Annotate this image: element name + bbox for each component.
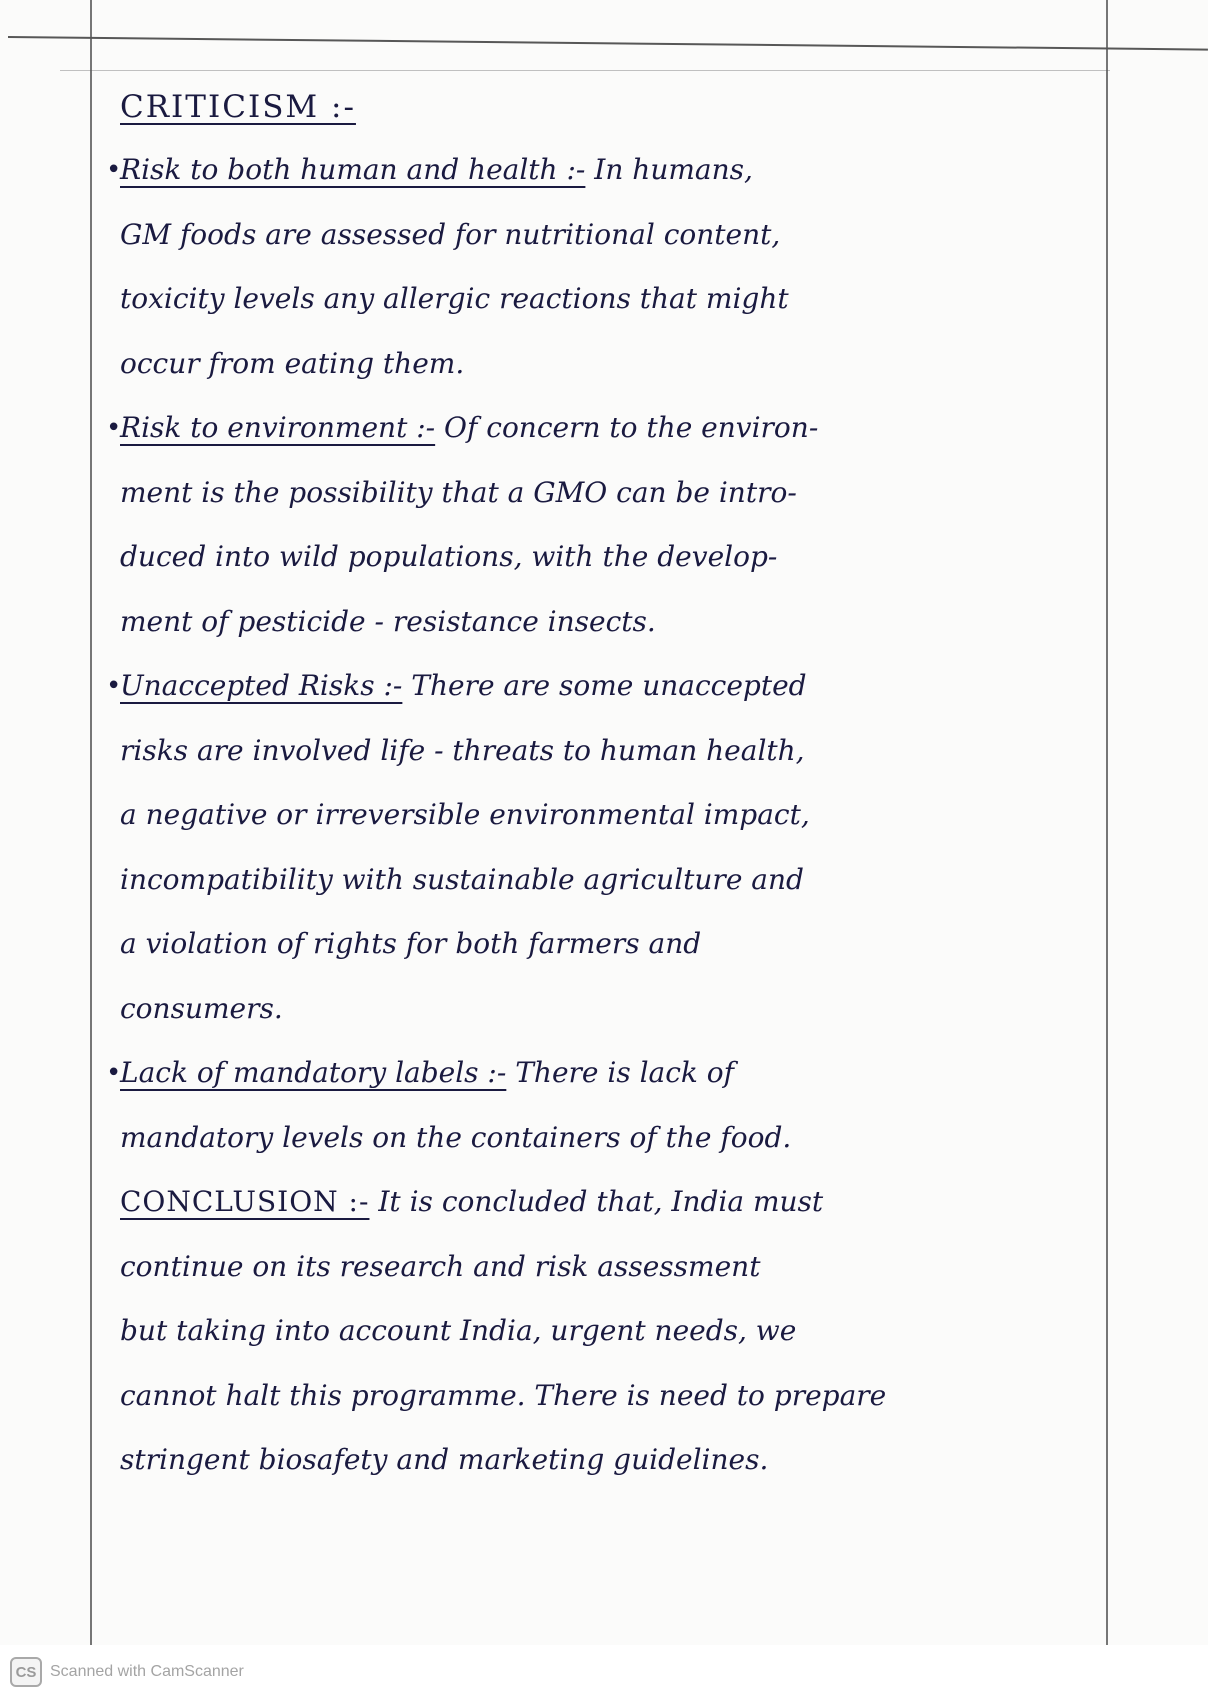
conclusion-first-line — [120, 1170, 1095, 1235]
point-text: In humans, — [594, 153, 753, 186]
conclusion-line: stringent biosafety and marketing guidelines. — [120, 1443, 769, 1476]
point-line: a violation of rights for both farmers and — [120, 927, 702, 960]
point-text: Of concern to the environ- — [444, 411, 819, 444]
criticism-point-environment — [106, 396, 1095, 654]
point-first-line — [120, 138, 1095, 203]
point-line: incompatibility with sustainable agriculture and — [120, 862, 804, 896]
bullet-icon: • — [106, 413, 122, 443]
bullet-icon: • — [106, 671, 122, 701]
conclusion-line: cannot halt this programme. There is need to prepare — [120, 1378, 887, 1412]
camscanner-watermark — [10, 1655, 244, 1689]
point-title: Unaccepted Risks :- — [120, 669, 403, 702]
point-title: Lack of mandatory labels :- — [120, 1056, 507, 1089]
point-line: consumers. — [120, 991, 283, 1025]
point-line: a negative or irreversible environmental impact, — [120, 798, 810, 831]
point-title: Risk to both human and health :- — [120, 153, 586, 186]
conclusion-text: It is concluded that, India must — [378, 1185, 824, 1218]
point-first-line — [120, 396, 1095, 461]
point-text: There are some unaccepted — [411, 669, 807, 702]
point-line: GM foods are assessed for nutritional content, — [120, 217, 781, 251]
camscanner-logo-icon: CS — [10, 1657, 42, 1687]
criticism-point-health — [106, 138, 1095, 396]
criticism-point-unaccepted-risks — [106, 654, 1095, 1041]
point-text: There is lack of — [515, 1056, 735, 1089]
point-line: mandatory levels on the containers of the food. — [120, 1120, 792, 1154]
criticism-heading: CRITICISM :- — [120, 89, 356, 125]
point-line: ment is the possibility that a GMO can be intro- — [120, 475, 797, 509]
conclusion-line: but taking into account India, urgent needs, we — [120, 1314, 797, 1347]
left-margin-line — [90, 0, 92, 1650]
conclusion-block — [120, 1170, 1095, 1493]
handwritten-notes — [106, 76, 1095, 1493]
point-line: risks are involved life - threats to human health, — [120, 733, 805, 767]
page-header-rule — [60, 70, 1110, 71]
point-first-line — [120, 1041, 1095, 1106]
bullet-icon: • — [106, 1058, 122, 1088]
point-line: toxicity levels any allergic reactions that might — [120, 282, 789, 315]
point-line: ment of pesticide - resistance insects. — [120, 604, 656, 638]
point-title: Risk to environment :- — [120, 411, 436, 444]
point-line: occur from eating them. — [120, 346, 465, 380]
conclusion-line: continue on its research and risk assessment — [120, 1249, 761, 1283]
right-margin-line — [1106, 0, 1108, 1650]
criticism-point-labels — [106, 1041, 1095, 1170]
page-top-rule — [8, 36, 1208, 51]
point-line: duced into wild populations, with the develop- — [120, 540, 778, 573]
camscanner-label: Scanned with CamScanner — [50, 1663, 244, 1680]
conclusion-title: CONCLUSION :- — [120, 1185, 370, 1218]
point-first-line — [120, 654, 1095, 719]
bullet-icon: • — [106, 155, 122, 185]
